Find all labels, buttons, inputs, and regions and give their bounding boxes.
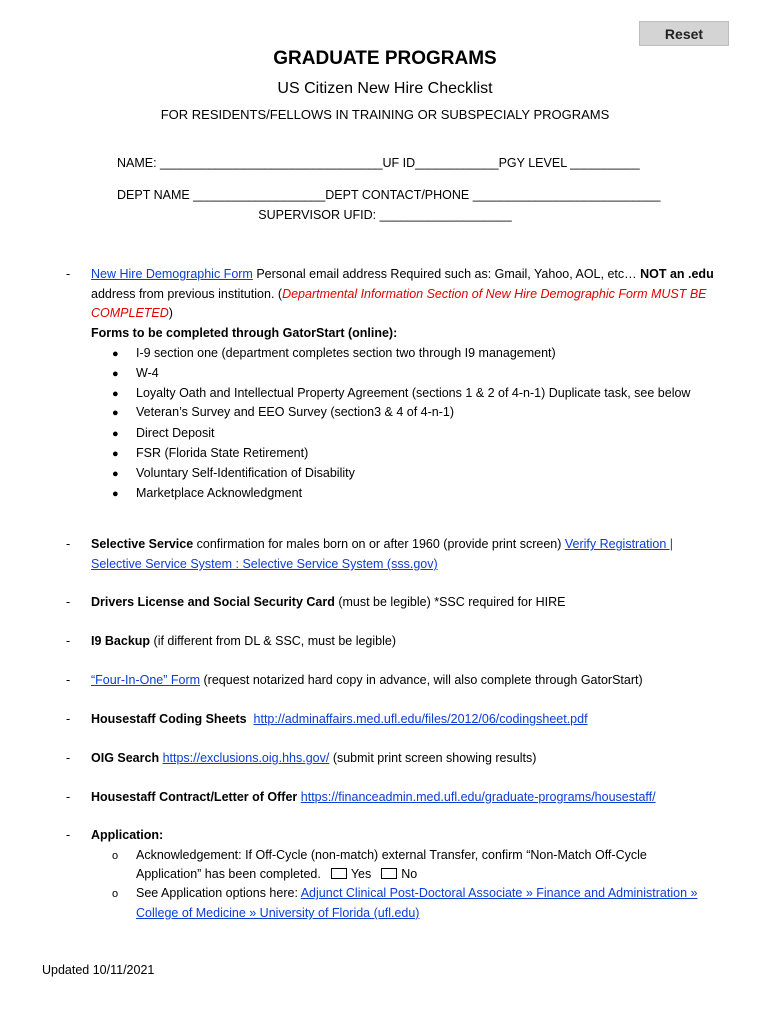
gatorstart-form-item <box>112 366 159 380</box>
completed-note: COMPLETED <box>91 306 169 320</box>
application-options-line-2 <box>136 906 419 920</box>
bullet-icon: ● <box>112 448 119 460</box>
selective-service-line-1 <box>91 537 673 551</box>
sub-bullet-icon: o <box>112 850 119 862</box>
gatorstart-form-item <box>112 426 215 440</box>
gatorstart-form-label: Voluntary Self-Identification of Disability <box>136 466 355 480</box>
selective-service-system-link[interactable]: Selective Service System : Selective Service System (sss.gov) <box>91 557 438 571</box>
gatorstart-form-label: Veteran’s Survey and EEO Survey (section3 & 4 of 4-n-1) <box>136 405 454 419</box>
page-title: GRADUATE PROGRAMS <box>273 48 497 69</box>
new-hire-demographic-form-link[interactable]: New Hire Demographic Form <box>91 267 253 281</box>
demographic-text: Personal email address Required such as: Gmail, Yahoo, AOL, etc… <box>252 267 641 281</box>
acknowledgement-text-2: Application” has been completed. <box>136 867 321 881</box>
gatorstart-form-item <box>112 466 355 480</box>
list-dash: - <box>66 673 71 687</box>
bullet-icon: ● <box>112 407 119 419</box>
coding-sheets-item <box>91 712 588 726</box>
gatorstart-form-label: Direct Deposit <box>136 426 215 440</box>
oig-search-label: OIG Search <box>91 751 160 765</box>
bullet-icon: ● <box>112 428 119 440</box>
dept-contact-line[interactable]: DEPT NAME ___________________DEPT CONTACT/PHONE ___________________________ <box>117 188 661 202</box>
gatorstart-form-item <box>112 386 690 400</box>
acknowledgement-text-1: Acknowledgement: If Off-Cycle (non-match) external Transfer, confirm “Non-Match Off-Cycle <box>136 848 647 862</box>
demographic-line-3 <box>91 306 173 320</box>
application-options-text: See Application options here: <box>136 886 301 900</box>
demographic-line-2 <box>91 287 707 301</box>
coding-sheets-label: Housestaff Coding Sheets <box>91 712 247 726</box>
forms-heading: Forms to be completed through GatorStart (online): <box>91 326 398 340</box>
gatorstart-form-item <box>112 405 454 419</box>
bullet-icon: ● <box>112 348 119 360</box>
verify-registration-link[interactable]: Verify Registration | <box>564 537 674 551</box>
not-edu-text: NOT an .edu <box>640 267 714 281</box>
oig-exclusions-link[interactable]: https://exclusions.oig.hhs.gov/ <box>162 751 330 765</box>
supervisor-ufid-line[interactable]: SUPERVISOR UFID: ___________________ <box>258 208 512 222</box>
list-dash: - <box>66 595 71 609</box>
gatorstart-form-label: FSR (Florida State Retirement) <box>136 446 309 460</box>
selective-service-line-2 <box>91 557 438 571</box>
bullet-icon: ● <box>112 468 119 480</box>
list-dash: - <box>66 790 71 804</box>
selective-service-text: confirmation for males born on or after 1960 (provide print screen) <box>193 537 565 551</box>
housestaff-contract-item <box>91 790 656 804</box>
list-dash: - <box>66 537 71 551</box>
drivers-license-text: (must be legible) *SSC required for HIRE <box>334 595 566 609</box>
i9-backup-label: I9 Backup <box>91 634 151 648</box>
four-in-one-form-link[interactable]: “Four-In-One” Form <box>91 673 201 687</box>
gatorstart-form-label: Marketplace Acknowledgment <box>136 486 303 500</box>
demographic-address-text: address from previous institution. ( <box>91 287 283 301</box>
i9-backup-text: (if different from DL & SSC, must be legible) <box>150 634 396 648</box>
gatorstart-form-item <box>112 486 302 500</box>
acknowledgement-line-2 <box>136 867 417 881</box>
college-of-medicine-link[interactable]: College of Medicine » University of Florida (ufl.edu) <box>136 906 420 920</box>
acknowledgement-item <box>112 848 647 862</box>
updated-date: Updated 10/11/2021 <box>42 963 155 977</box>
list-dash: - <box>66 828 71 842</box>
drivers-license-item <box>91 595 566 609</box>
no-checkbox[interactable] <box>381 868 397 879</box>
bullet-icon: ● <box>112 488 119 500</box>
housestaff-contract-label: Housestaff Contract/Letter of Offer <box>91 790 298 804</box>
page-subtitle-programs: FOR RESIDENTS/FELLOWS IN TRAINING OR SUBSPECIALY PROGRAMS <box>160 107 610 122</box>
demographic-line-1 <box>91 267 714 281</box>
list-dash: - <box>66 267 71 281</box>
application-heading: Application: <box>91 828 164 842</box>
sub-bullet-icon: o <box>112 888 119 900</box>
four-in-one-item <box>91 673 643 687</box>
name-uf-id-pgy-line[interactable]: NAME: ________________________________UF ID____________PGY LEVEL __________ <box>117 156 640 170</box>
reset-button[interactable]: Reset <box>639 21 729 46</box>
i9-backup-item <box>91 634 396 648</box>
adjunct-clinical-postdoc-link[interactable]: Adjunct Clinical Post-Doctoral Associate » Finance and Administration » <box>300 886 698 900</box>
coding-sheet-link[interactable]: http://adminaffairs.med.ufl.edu/files/2012/06/codingsheet.pdf <box>253 712 588 726</box>
application-options-item <box>112 886 697 900</box>
gatorstart-form-label: Loyalty Oath and Intellectual Property Agreement (sections 1 & 2 of 4-n-1) Duplicate task, see below <box>136 386 691 400</box>
gatorstart-form-item <box>112 446 308 460</box>
oig-search-text: (submit print screen showing results) <box>329 751 537 765</box>
drivers-license-label: Drivers License and Social Security Card <box>91 595 335 609</box>
bullet-icon: ● <box>112 388 119 400</box>
list-dash: - <box>66 751 71 765</box>
gatorstart-form-label: W-4 <box>136 366 159 380</box>
selective-service-label: Selective Service <box>91 537 194 551</box>
four-in-one-text: (request notarized hard copy in advance, will also complete through GatorStart) <box>200 673 643 687</box>
yes-label: Yes <box>350 867 372 881</box>
gatorstart-form-item <box>112 346 556 360</box>
no-label: No <box>401 867 418 881</box>
departmental-info-note: Departmental Information Section of New Hire Demographic Form MUST BE <box>282 287 707 301</box>
page-subtitle: US Citizen New Hire Checklist <box>277 80 493 97</box>
bullet-icon: ● <box>112 368 119 380</box>
close-paren: ) <box>168 306 173 320</box>
yes-checkbox[interactable] <box>331 868 347 879</box>
oig-search-item <box>91 751 536 765</box>
gatorstart-form-label: I-9 section one (department completes section two through I9 management) <box>136 346 556 360</box>
list-dash: - <box>66 712 71 726</box>
list-dash: - <box>66 634 71 648</box>
housestaff-contract-link[interactable]: https://financeadmin.med.ufl.edu/graduate-programs/housestaff/ <box>300 790 656 804</box>
